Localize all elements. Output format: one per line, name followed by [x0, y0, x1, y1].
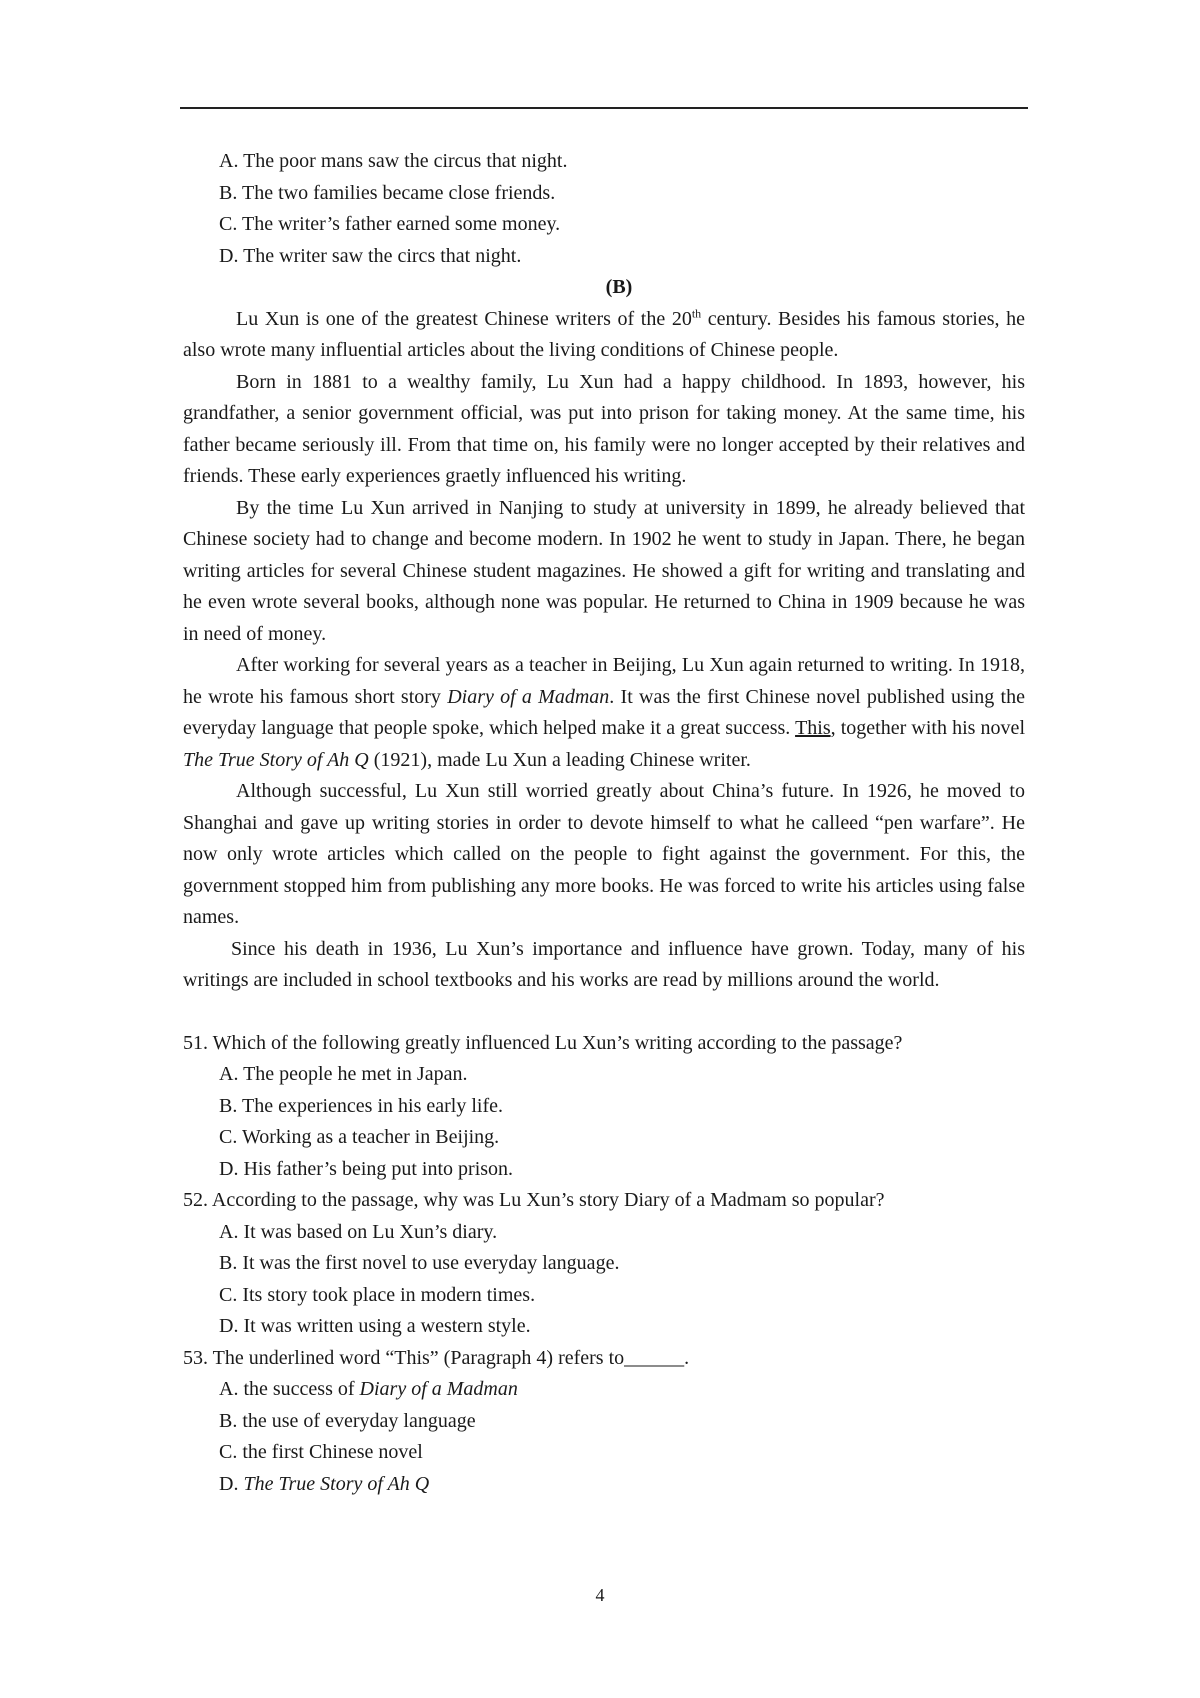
question-stem: 53. The underlined word “This” (Paragraph 4) refers to______. — [183, 1346, 690, 1369]
option-c: C. Its story took place in modern times. — [219, 1283, 536, 1306]
option-b: B. The two families became close friends. — [219, 181, 556, 204]
option-a: A. the success of Diary of a Madman — [219, 1378, 518, 1400]
paragraph-3: By the time Lu Xun arrived in Nanjing to study at university in 1899, he already believed that Chinese society had to change and become modern. In 1902 he went to study in Japan. There, he began writing articles for several Chinese student magazines. He showed a gift for writing and translating and he even wrote several books, although none was popular. He returned to China in 1909 because he was in need of money. — [183, 496, 1025, 645]
option-a: A. It was based on Lu Xun’s diary. — [219, 1220, 498, 1243]
option-b: B. It was the first novel to use everyday language. — [219, 1252, 620, 1274]
option-b: B. the use of everyday language — [219, 1409, 476, 1432]
title-true-story-of-ah-q: The True Story of Ah Q — [183, 748, 369, 771]
header-rule — [180, 107, 1028, 109]
page-content — [183, 146, 1025, 1500]
question-51 — [183, 1028, 1025, 1186]
paragraph-5: Although successful, Lu Xun still worried greatly about China’s future. In 1926, he moved to Shanghai and gave up writing stories in order to devote himself to what he calleed “pen warfare”. He now only wrote articles which called on the people to fight against the government. For this, the government stopped him from publishing any more books. He was forced to write his articles using false names. — [183, 780, 1025, 928]
option-d-title: The True Story of Ah Q — [243, 1472, 430, 1495]
paragraph-6: Since his death in 1936, Lu Xun’s importance and influence have grown. Today, many of his writings are included in school textbooks and his works are read by millions around the world. — [183, 937, 1025, 991]
option-c: C. Working as a teacher in Beijing. — [219, 1126, 500, 1148]
question-52 — [183, 1185, 1025, 1343]
section-heading: (B) — [605, 276, 633, 298]
underlined-word-this: This — [795, 717, 831, 739]
option-a-title: Diary of a Madman — [359, 1378, 518, 1400]
option-d: D. It was written using a western style. — [219, 1315, 531, 1337]
reading-passage — [183, 304, 1025, 997]
superscript-th: th — [691, 305, 702, 320]
option-b: B. The experiences in his early life. — [219, 1094, 503, 1117]
question-53 — [183, 1343, 1025, 1501]
title-diary-of-a-madman: Diary of a Madman — [447, 685, 610, 708]
option-d: D. The True Story of Ah Q — [219, 1472, 430, 1495]
option-a: A. The people he met in Japan. — [219, 1063, 468, 1085]
option-a: A. The poor mans saw the circus that night. — [219, 150, 568, 172]
option-d: D. His father’s being put into prison. — [219, 1157, 514, 1180]
page-number: 4 — [595, 1585, 605, 1605]
question-stem: 52. According to the passage, why was Lu Xun’s story Diary of a Madmam so popular? — [183, 1189, 885, 1211]
previous-question-options — [183, 146, 1025, 272]
option-c: C. the first Chinese novel — [219, 1441, 423, 1463]
paragraph-1: Lu Xun is one of the greatest Chinese writers of the 20th century. Besides his famous stories, he also wrote many influential articles about the living conditions of Chinese people. — [183, 305, 1025, 361]
paragraph-4: After working for several years as a teacher in Beijing, Lu Xun again returned to writing. In 1918, he wrote his famous short story Diary of a Madman. It was the first Chinese novel published using the everyday language that people spoke, which helped make it a great success. This, together with his novel The True Story of Ah Q (1921), made Lu Xun a leading Chinese writer. — [183, 654, 1025, 771]
option-c: C. The writer’s father earned some money. — [219, 213, 561, 235]
option-d: D. The writer saw the circs that night. — [219, 244, 522, 267]
paragraph-2: Born in 1881 to a wealthy family, Lu Xun had a happy childhood. In 1893, however, his grandfather, a senior government official, was put into prison for taking money. At the same time, his father became seriously ill. From that time on, his family were no longer accepted by their relatives and friends. These early experiences graetly influenced his writing. — [183, 370, 1025, 487]
question-stem: 51. Which of the following greatly influenced Lu Xun’s writing according to the passage? — [183, 1031, 903, 1054]
